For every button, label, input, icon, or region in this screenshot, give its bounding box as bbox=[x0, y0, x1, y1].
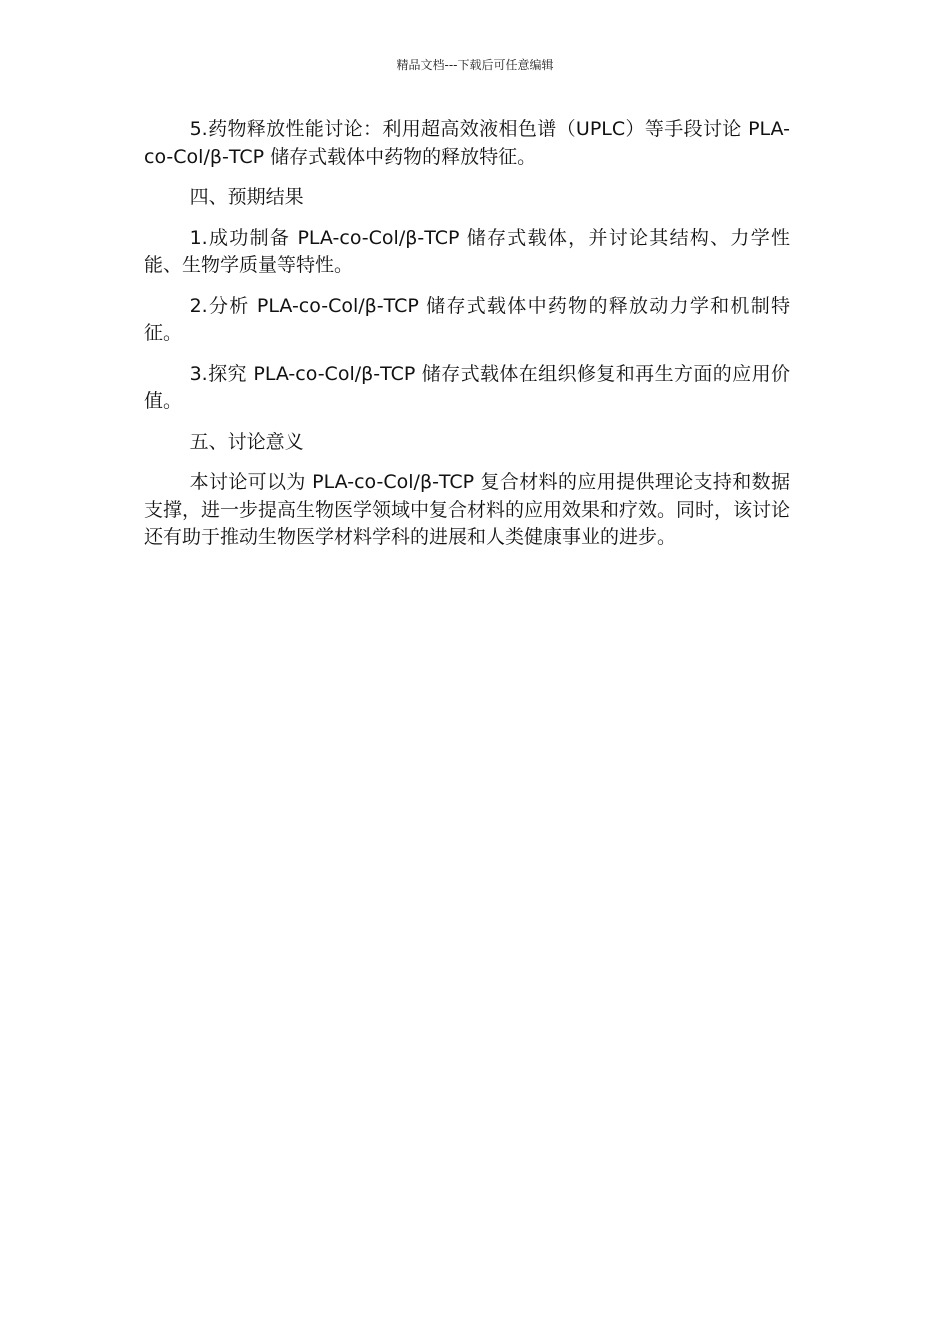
page-header: 精品文档---下载后可任意编辑 bbox=[396, 58, 554, 72]
paragraph-result-3: 3.探究 PLA-co-Col/β-TCP 储存式载体在组织修复和再生方面的应用价值。 bbox=[144, 362, 790, 412]
paragraph-drug-release-discussion: 5.药物释放性能讨论：利用超高效液相色谱（UPLC）等手段讨论 PLA-co-Col/β-TCP 储存式载体中药物的释放特征。 bbox=[144, 118, 790, 168]
document-body bbox=[144, 116, 790, 565]
paragraph-result-2: 2.分析 PLA-co-Col/β-TCP 储存式载体中药物的释放动力学和机制特征。 bbox=[144, 294, 790, 344]
paragraph-result-1: 1.成功制备 PLA-co-Col/β-TCP 储存式载体，并讨论其结构、力学性能、生物学质量等特性。 bbox=[144, 226, 790, 276]
paragraph-significance: 本讨论可以为 PLA-co-Col/β-TCP 复合材料的应用提供理论支持和数据支撑，进一步提高生物医学领域中复合材料的应用效果和疗效。同时，该讨论还有助于推动生物医学材料学科的进展和人类健康事业的进步。 bbox=[144, 471, 791, 548]
section-heading-significance: 五、讨论意义 bbox=[189, 430, 304, 453]
section-heading-expected-results: 四、预期结果 bbox=[189, 186, 304, 208]
